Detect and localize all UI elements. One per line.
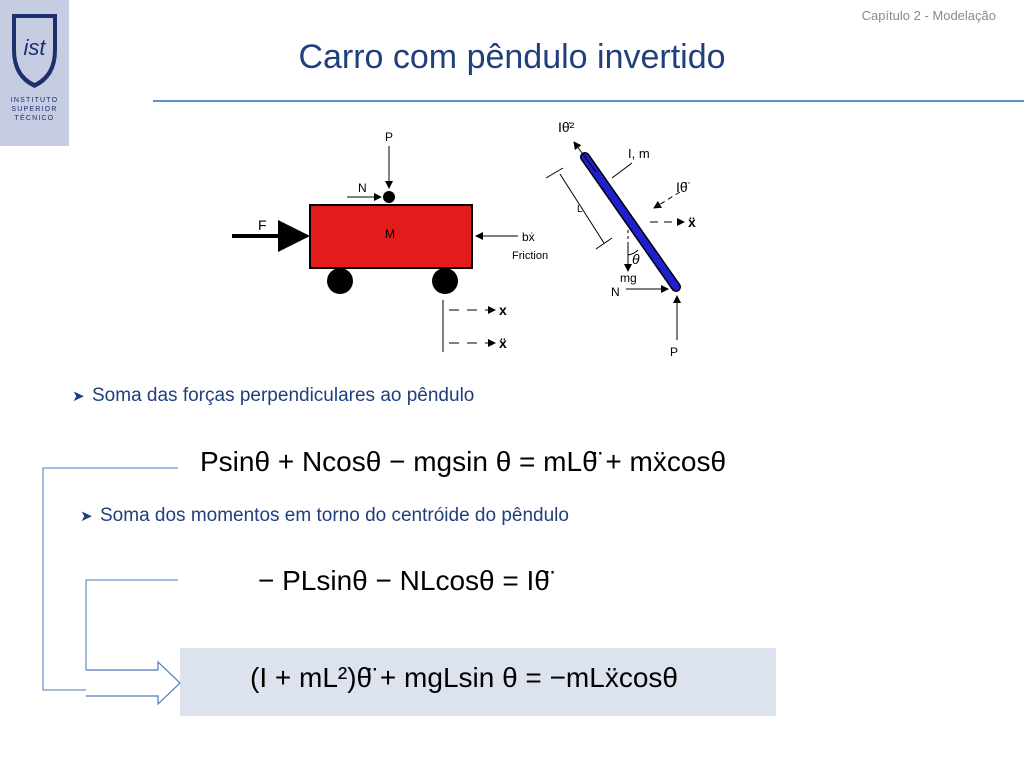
page-title: Carro com pêndulo invertido — [298, 38, 726, 76]
connector-from-eq2 — [86, 580, 178, 670]
arrow-bullet-icon: ➤ — [80, 508, 93, 525]
l-tick-top — [546, 168, 563, 178]
bullet-forces-text: Soma das forças perpendiculares ao pêndulo — [92, 385, 475, 406]
equation-result: (I + mL²)θ̈ + mgLsin θ = −mLẍcosθ — [250, 662, 678, 693]
bullet-forces — [72, 385, 474, 407]
logo-text-line3: TÉCNICO — [14, 115, 55, 122]
arrow-bullet-icon: ➤ — [72, 388, 85, 405]
pend-ithetadd-label: Iθ̈ — [676, 179, 688, 195]
chapter-label: Capítulo 2 - Modelação — [861, 8, 996, 23]
block-arrow-icon — [86, 662, 180, 704]
axis-xdd-label: ẍ — [499, 335, 507, 351]
pend-itheta2-label: Iθ̇² — [558, 119, 575, 135]
friction-label: bẋ — [522, 230, 535, 244]
equation-moments: − PLsinθ − NLcosθ = Iθ̈ — [258, 565, 550, 596]
axis-x-label: x — [499, 302, 507, 318]
cart-wheel-left — [327, 268, 353, 294]
pend-p-label: P — [670, 345, 679, 359]
logo-text-line2: SUPERIOR — [11, 106, 58, 113]
pend-l-label: L — [577, 204, 583, 215]
pivot-point — [383, 191, 395, 203]
pend-theta-label: θ — [632, 251, 640, 267]
pend-xdd-label: ẍ — [688, 214, 696, 230]
pend-mg-label: mg — [620, 271, 637, 285]
pend-im-label: I, m — [628, 146, 650, 161]
l-tick-bottom — [596, 238, 612, 249]
pendulum-rod — [585, 157, 676, 287]
equation-forces: Psinθ + Ncosθ − mgsin θ = mLθ̈ + mẍcosθ — [200, 446, 727, 477]
im-leader — [612, 163, 632, 178]
pend-n-label: N — [611, 285, 620, 299]
bullet-moments — [80, 505, 569, 527]
cart-pendulum-diagram — [0, 0, 1024, 370]
cart-label: M — [385, 227, 395, 241]
logo-monogram: ist — [23, 35, 46, 60]
centripetal-arrow — [574, 142, 596, 172]
n-label: N — [358, 181, 367, 195]
bullet-moments-text: Soma dos momentos em torno do centróide do pêndulo — [100, 505, 569, 526]
logo-text-line1: INSTITUTO — [10, 97, 59, 104]
friction-word: Friction — [512, 250, 549, 262]
p-label: P — [385, 130, 394, 144]
force-f-label: F — [258, 217, 267, 233]
cart-wheel-right — [432, 268, 458, 294]
connector-from-eq1 — [43, 468, 178, 690]
